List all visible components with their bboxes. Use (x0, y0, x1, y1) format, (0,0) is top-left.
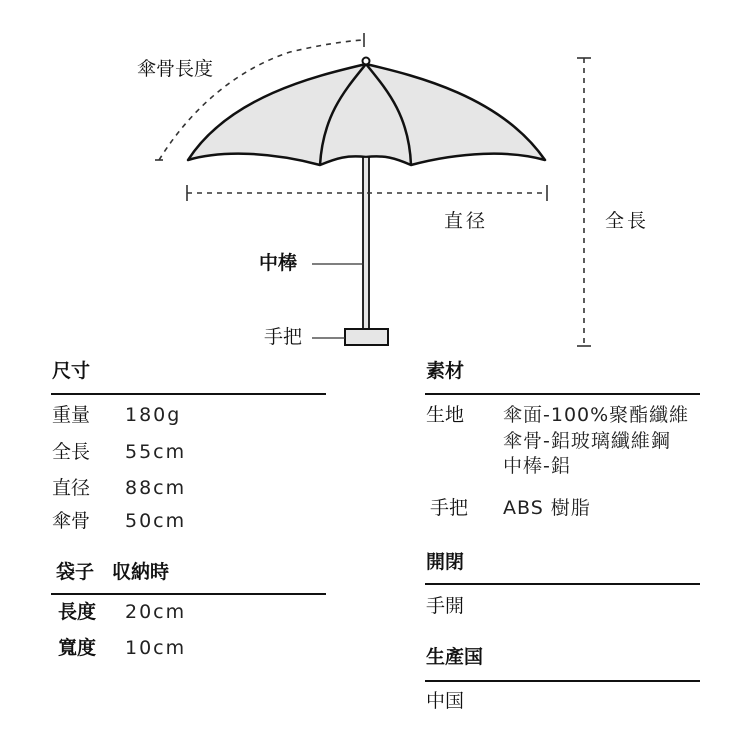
size-row-label: 直径 (52, 477, 91, 499)
handle-label: 手把 (264, 326, 303, 348)
open-close-heading: 開閉 (426, 551, 465, 573)
bag-row-label: 長度 (58, 601, 97, 623)
material-heading-rule (425, 393, 700, 395)
size-row-value: 88cm (125, 477, 187, 499)
size-row-value: 180g (125, 404, 182, 426)
umbrella-diagram (0, 0, 750, 360)
open-close-value: 手開 (426, 595, 465, 617)
origin-value: 中国 (426, 690, 465, 712)
open-close-heading-rule (425, 583, 700, 585)
fabric-line: 傘骨-鋁玻璃纖維鋼 (503, 430, 671, 452)
size-heading: 尺寸 (52, 360, 91, 382)
umbrella-tip (363, 58, 370, 65)
bag-row-value: 20cm (125, 601, 187, 623)
bag-subheading: 収納時 (112, 561, 170, 583)
handle-material-value: ABS 樹脂 (503, 497, 591, 519)
umbrella-shaft (363, 157, 369, 329)
size-row-value: 50cm (125, 510, 187, 532)
size-row-label: 重量 (52, 404, 91, 426)
origin-heading: 生產国 (426, 646, 484, 668)
shaft-label: 中棒 (259, 252, 298, 274)
size-row-value: 55cm (125, 441, 187, 463)
size-row-label: 全長 (52, 441, 91, 463)
bag-row-value: 10cm (125, 637, 187, 659)
bag-heading-rule (51, 593, 326, 595)
umbrella-canopy (188, 64, 545, 165)
origin-heading-rule (425, 680, 700, 682)
fabric-line: 傘面-100%聚酯纖維 (503, 404, 690, 426)
fabric-label: 生地 (426, 404, 465, 426)
bag-row-label: 寬度 (58, 637, 97, 659)
material-heading: 素材 (426, 360, 465, 382)
fabric-line: 中棒-鋁 (503, 455, 571, 477)
size-heading-rule (51, 393, 326, 395)
size-row-label: 傘骨 (52, 510, 91, 532)
bag-heading: 袋子 (56, 561, 95, 583)
handle-material-label: 手把 (430, 497, 469, 519)
total-length-label: 全長 (605, 210, 650, 232)
rib-length-label: 傘骨長度 (137, 58, 214, 80)
umbrella-handle (345, 329, 388, 345)
diameter-label: 直径 (444, 210, 489, 232)
